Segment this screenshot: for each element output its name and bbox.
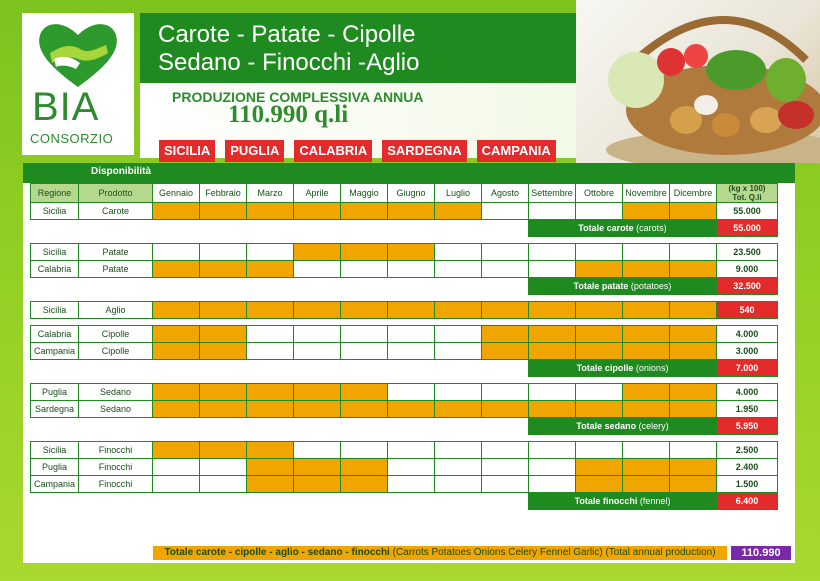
month-available bbox=[670, 343, 717, 360]
month-available bbox=[623, 476, 670, 493]
table-row bbox=[31, 459, 778, 476]
month-unavailable bbox=[482, 442, 529, 459]
table-row bbox=[31, 384, 778, 401]
month-unavailable bbox=[435, 244, 482, 261]
quantity-cell: 9.000 bbox=[717, 261, 778, 278]
month-available bbox=[670, 302, 717, 319]
total-row bbox=[31, 220, 778, 237]
month-available bbox=[482, 302, 529, 319]
month-available bbox=[153, 261, 200, 278]
quantity-cell: 3.000 bbox=[717, 343, 778, 360]
total-value: 32.500 bbox=[717, 278, 778, 295]
total-value: 55.000 bbox=[717, 220, 778, 237]
blank-cell bbox=[31, 278, 529, 295]
heart-handshake-icon bbox=[36, 19, 120, 89]
month-unavailable bbox=[435, 476, 482, 493]
month-available bbox=[670, 384, 717, 401]
col-header-month: Marzo bbox=[247, 184, 294, 203]
total-row bbox=[31, 493, 778, 510]
quantity-cell: 4.000 bbox=[717, 326, 778, 343]
regions-bar bbox=[159, 140, 556, 162]
month-available bbox=[153, 401, 200, 418]
month-available bbox=[482, 343, 529, 360]
grand-total-value: 110.990 bbox=[731, 546, 791, 560]
blank-cell bbox=[31, 493, 529, 510]
month-available bbox=[294, 203, 341, 220]
total-label-en: (potatoes) bbox=[630, 281, 672, 291]
quantity-cell: 4.000 bbox=[717, 384, 778, 401]
availability-table bbox=[30, 183, 778, 510]
product-cell: Finocchi bbox=[79, 442, 153, 459]
month-available bbox=[576, 261, 623, 278]
region-cell: Sicilia bbox=[31, 442, 79, 459]
quantity-cell: 23.500 bbox=[717, 244, 778, 261]
region-tag-calabria: CALABRIA bbox=[294, 140, 372, 162]
region-cell: Campania bbox=[31, 343, 79, 360]
month-available bbox=[623, 401, 670, 418]
month-unavailable bbox=[247, 326, 294, 343]
month-unavailable bbox=[200, 459, 247, 476]
month-unavailable bbox=[388, 459, 435, 476]
page-title-line2: Sedano - Finocchi -Aglio bbox=[158, 49, 420, 76]
total-row bbox=[31, 418, 778, 435]
month-available bbox=[576, 401, 623, 418]
month-unavailable bbox=[388, 326, 435, 343]
month-available bbox=[670, 261, 717, 278]
grand-total-label: Totale carote - cipolle - aglio - sedano - finocchi (Carrots Potatoes Onions Celery Fennel Garlic) (Total annual production) bbox=[153, 546, 727, 560]
production-label: PRODUZIONE COMPLESSIVA ANNUA bbox=[172, 89, 424, 105]
month-available bbox=[200, 343, 247, 360]
total-row bbox=[31, 278, 778, 295]
quantity-cell: 2.400 bbox=[717, 459, 778, 476]
table-row bbox=[31, 326, 778, 343]
total-label-en: (onions) bbox=[635, 363, 669, 373]
month-unavailable bbox=[529, 442, 576, 459]
month-unavailable bbox=[341, 261, 388, 278]
month-unavailable bbox=[200, 476, 247, 493]
month-unavailable bbox=[482, 261, 529, 278]
product-cell: Sedano bbox=[79, 384, 153, 401]
month-available bbox=[200, 442, 247, 459]
month-available bbox=[623, 384, 670, 401]
quantity-cell: 55.000 bbox=[717, 203, 778, 220]
blank-cell bbox=[31, 418, 529, 435]
total-value: 7.000 bbox=[717, 360, 778, 377]
month-available bbox=[247, 476, 294, 493]
month-available bbox=[576, 302, 623, 319]
month-available bbox=[294, 401, 341, 418]
table-row bbox=[31, 343, 778, 360]
month-available bbox=[623, 459, 670, 476]
production-value: 110.990 q.li bbox=[228, 101, 349, 128]
month-unavailable bbox=[482, 459, 529, 476]
month-available bbox=[623, 261, 670, 278]
product-cell: Cipolle bbox=[79, 326, 153, 343]
col-header-month: Novembre bbox=[623, 184, 670, 203]
total-label bbox=[529, 360, 717, 377]
product-cell: Patate bbox=[79, 261, 153, 278]
month-unavailable bbox=[435, 459, 482, 476]
month-available bbox=[576, 326, 623, 343]
month-unavailable bbox=[482, 244, 529, 261]
month-unavailable bbox=[341, 326, 388, 343]
product-cell: Cipolle bbox=[79, 343, 153, 360]
region-tag-puglia: PUGLIA bbox=[225, 140, 284, 162]
month-unavailable bbox=[388, 384, 435, 401]
logo-sub: CONSORZIO bbox=[30, 131, 114, 146]
month-available bbox=[247, 203, 294, 220]
blank-cell bbox=[31, 360, 529, 377]
month-available bbox=[529, 401, 576, 418]
month-available bbox=[247, 384, 294, 401]
product-cell: Patate bbox=[79, 244, 153, 261]
total-label-en: (fennel) bbox=[639, 496, 671, 506]
total-value: 5.950 bbox=[717, 418, 778, 435]
month-unavailable bbox=[529, 459, 576, 476]
col-header-total bbox=[717, 184, 778, 203]
product-cell: Finocchi bbox=[79, 459, 153, 476]
region-cell: Calabria bbox=[31, 326, 79, 343]
col-header-month: Maggio bbox=[341, 184, 388, 203]
month-unavailable bbox=[153, 476, 200, 493]
month-available bbox=[200, 384, 247, 401]
month-available bbox=[153, 442, 200, 459]
month-unavailable bbox=[341, 442, 388, 459]
month-available bbox=[482, 401, 529, 418]
total-col-label: Tot. Q.li bbox=[732, 193, 762, 202]
month-available bbox=[670, 326, 717, 343]
col-header-product: Prodotto bbox=[79, 184, 153, 203]
month-available bbox=[153, 203, 200, 220]
vegetable-basket-image bbox=[576, 0, 820, 163]
month-available bbox=[435, 203, 482, 220]
month-available bbox=[623, 302, 670, 319]
month-unavailable bbox=[200, 244, 247, 261]
col-header-month: Ottobre bbox=[576, 184, 623, 203]
total-label bbox=[529, 278, 717, 295]
total-label bbox=[529, 493, 717, 510]
month-unavailable bbox=[153, 459, 200, 476]
region-cell: Calabria bbox=[31, 261, 79, 278]
col-header-region: Regione bbox=[31, 184, 79, 203]
col-header-month: Aprile bbox=[294, 184, 341, 203]
month-available bbox=[529, 302, 576, 319]
month-unavailable bbox=[435, 343, 482, 360]
total-label-text: Totale carote bbox=[578, 223, 634, 233]
region-tag-campania: CAMPANIA bbox=[477, 140, 556, 162]
month-unavailable bbox=[529, 244, 576, 261]
month-unavailable bbox=[153, 244, 200, 261]
quantity-cell: 1.500 bbox=[717, 476, 778, 493]
total-unit-label: (kg x 100) bbox=[728, 184, 766, 193]
month-available bbox=[623, 203, 670, 220]
month-unavailable bbox=[435, 384, 482, 401]
month-available bbox=[435, 401, 482, 418]
col-header-month: Giugno bbox=[388, 184, 435, 203]
total-row bbox=[31, 360, 778, 377]
month-available bbox=[247, 302, 294, 319]
month-available bbox=[670, 476, 717, 493]
blank-cell bbox=[31, 220, 529, 237]
month-available bbox=[294, 302, 341, 319]
col-header-month: Agosto bbox=[482, 184, 529, 203]
month-available bbox=[341, 203, 388, 220]
month-unavailable bbox=[341, 343, 388, 360]
month-unavailable bbox=[388, 476, 435, 493]
month-unavailable bbox=[435, 261, 482, 278]
month-unavailable bbox=[576, 203, 623, 220]
col-header-month: Gennaio bbox=[153, 184, 200, 203]
total-label bbox=[529, 418, 717, 435]
table-row bbox=[31, 203, 778, 220]
month-available bbox=[388, 401, 435, 418]
month-available bbox=[341, 476, 388, 493]
total-label-en: (celery) bbox=[638, 421, 669, 431]
region-cell: Sardegna bbox=[31, 401, 79, 418]
table-row bbox=[31, 302, 778, 319]
month-available bbox=[200, 401, 247, 418]
month-available bbox=[153, 384, 200, 401]
month-unavailable bbox=[247, 343, 294, 360]
region-cell: Sicilia bbox=[31, 203, 79, 220]
month-available bbox=[341, 384, 388, 401]
table-header-row bbox=[31, 184, 778, 203]
month-available bbox=[388, 244, 435, 261]
month-available bbox=[670, 401, 717, 418]
month-unavailable bbox=[670, 442, 717, 459]
total-label-text: Totale patate bbox=[573, 281, 629, 291]
table-row bbox=[31, 442, 778, 459]
month-available bbox=[341, 401, 388, 418]
month-unavailable bbox=[576, 384, 623, 401]
month-unavailable bbox=[529, 261, 576, 278]
month-available bbox=[576, 343, 623, 360]
availability-panel bbox=[23, 163, 795, 563]
region-cell: Campania bbox=[31, 476, 79, 493]
region-tag-sicilia: SICILIA bbox=[159, 140, 215, 162]
month-available bbox=[670, 203, 717, 220]
month-available bbox=[670, 459, 717, 476]
product-cell: Aglio bbox=[79, 302, 153, 319]
quantity-cell: 2.500 bbox=[717, 442, 778, 459]
month-unavailable bbox=[435, 442, 482, 459]
month-unavailable bbox=[482, 203, 529, 220]
month-unavailable bbox=[576, 442, 623, 459]
table-row bbox=[31, 401, 778, 418]
month-available bbox=[529, 343, 576, 360]
total-label-text: Totale sedano bbox=[576, 421, 637, 431]
month-available bbox=[529, 326, 576, 343]
quantity-cell: 1.950 bbox=[717, 401, 778, 418]
month-available bbox=[576, 476, 623, 493]
table-row bbox=[31, 244, 778, 261]
product-cell: Sedano bbox=[79, 401, 153, 418]
month-unavailable bbox=[294, 343, 341, 360]
month-available bbox=[623, 343, 670, 360]
month-unavailable bbox=[294, 442, 341, 459]
month-unavailable bbox=[623, 244, 670, 261]
month-unavailable bbox=[247, 244, 294, 261]
total-label-text: Totale finocchi bbox=[574, 496, 638, 506]
month-unavailable bbox=[529, 203, 576, 220]
month-available bbox=[482, 326, 529, 343]
month-unavailable bbox=[388, 261, 435, 278]
table-row bbox=[31, 261, 778, 278]
month-available bbox=[294, 459, 341, 476]
region-cell: Sicilia bbox=[31, 244, 79, 261]
month-unavailable bbox=[576, 244, 623, 261]
month-unavailable bbox=[529, 384, 576, 401]
month-unavailable bbox=[388, 343, 435, 360]
region-cell: Sicilia bbox=[31, 302, 79, 319]
month-available bbox=[247, 459, 294, 476]
logo bbox=[22, 13, 134, 155]
title-band bbox=[140, 13, 576, 83]
month-available bbox=[200, 203, 247, 220]
quantity-cell: 540 bbox=[717, 302, 778, 319]
month-available bbox=[247, 261, 294, 278]
month-unavailable bbox=[623, 442, 670, 459]
product-cell: Carote bbox=[79, 203, 153, 220]
month-available bbox=[388, 203, 435, 220]
month-available bbox=[153, 302, 200, 319]
month-available bbox=[153, 326, 200, 343]
month-available bbox=[294, 244, 341, 261]
month-unavailable bbox=[529, 476, 576, 493]
availability-label: Disponibilità bbox=[91, 166, 151, 177]
month-available bbox=[435, 302, 482, 319]
month-available bbox=[576, 459, 623, 476]
month-unavailable bbox=[294, 326, 341, 343]
month-available bbox=[623, 326, 670, 343]
region-tag-sardegna: SARDEGNA bbox=[382, 140, 466, 162]
product-cell: Finocchi bbox=[79, 476, 153, 493]
total-label bbox=[529, 220, 717, 237]
month-available bbox=[200, 302, 247, 319]
logo-brand: BIA bbox=[32, 85, 100, 129]
month-available bbox=[341, 302, 388, 319]
month-available bbox=[341, 459, 388, 476]
month-available bbox=[388, 302, 435, 319]
month-unavailable bbox=[482, 384, 529, 401]
total-value: 6.400 bbox=[717, 493, 778, 510]
month-available bbox=[200, 261, 247, 278]
region-cell: Puglia bbox=[31, 459, 79, 476]
col-header-month: Luglio bbox=[435, 184, 482, 203]
month-unavailable bbox=[482, 476, 529, 493]
month-available bbox=[294, 384, 341, 401]
total-label-en: (carots) bbox=[636, 223, 667, 233]
region-cell: Puglia bbox=[31, 384, 79, 401]
month-unavailable bbox=[388, 442, 435, 459]
month-available bbox=[294, 476, 341, 493]
month-unavailable bbox=[670, 244, 717, 261]
month-available bbox=[153, 343, 200, 360]
col-header-month: Settembre bbox=[529, 184, 576, 203]
month-unavailable bbox=[294, 261, 341, 278]
month-available bbox=[247, 442, 294, 459]
table-row bbox=[31, 476, 778, 493]
total-label-text: Totale cipolle bbox=[576, 363, 634, 373]
month-available bbox=[200, 326, 247, 343]
col-header-month: Dicembre bbox=[670, 184, 717, 203]
month-unavailable bbox=[435, 326, 482, 343]
month-available bbox=[247, 401, 294, 418]
page-title-line1: Carote - Patate - Cipolle bbox=[158, 21, 416, 48]
col-header-month: Febbraio bbox=[200, 184, 247, 203]
month-available bbox=[341, 244, 388, 261]
